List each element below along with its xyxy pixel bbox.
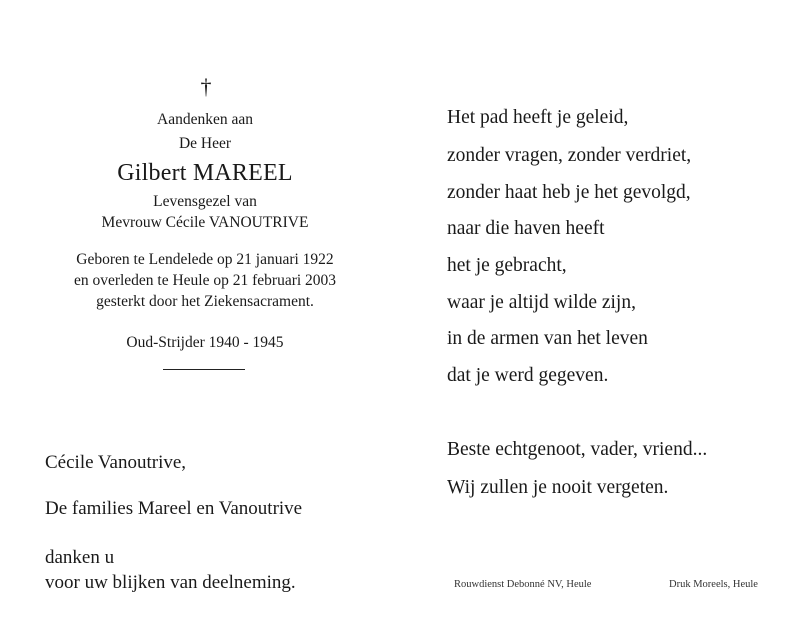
funeral-service-credit: Rouwdienst Debonné NV, Heule [454, 579, 592, 590]
thanks-line: voor uw blijken van deelneming. [45, 572, 296, 593]
closing-line: Wij zullen je nooit vergeten. [447, 477, 669, 498]
poem-line: waar je altijd wilde zijn, [447, 292, 636, 313]
closing-line: Beste echtgenoot, vader, vriend... [447, 439, 708, 460]
poem-line: naar die haven heeft [447, 218, 605, 239]
divider-line [163, 369, 245, 370]
thanks-line: De families Mareel en Vanoutrive [45, 498, 303, 519]
deceased-last-name: MAREEL [192, 160, 293, 186]
heading-title: De Heer [178, 135, 232, 152]
heading-in-memory: Aandenken aan [157, 111, 253, 128]
thanks-line: Cécile Vanoutrive, [45, 452, 187, 473]
sacrament-line: gesterkt door het Ziekensacrament. [96, 293, 314, 310]
deceased-first-name: Gilbert [117, 160, 187, 186]
poem-line: in de armen van het leven [447, 328, 648, 349]
poem-line: zonder vragen, zonder verdriet, [447, 145, 692, 166]
birth-line: Geboren te Lendelede op 21 januari 1922 [76, 251, 334, 268]
partner-intro: Levensgezel van [153, 193, 257, 210]
cross-icon: † [200, 74, 212, 99]
veteran-line: Oud-Strijder 1940 - 1945 [126, 334, 284, 351]
printer-credit: Druk Moreels, Heule [669, 579, 758, 590]
poem-line: dat je werd gegeven. [447, 365, 609, 386]
poem-line: Het pad heeft je geleid, [447, 107, 629, 128]
poem-line: het je gebracht, [447, 255, 567, 276]
poem-line: zonder haat heb je het gevolgd, [447, 182, 691, 203]
death-line: en overleden te Heule op 21 februari 2003 [73, 272, 337, 289]
deceased-name [85, 159, 325, 187]
partner-name: Mevrouw Cécile VANOUTRIVE [101, 214, 309, 231]
thanks-line: danken u [45, 547, 115, 568]
